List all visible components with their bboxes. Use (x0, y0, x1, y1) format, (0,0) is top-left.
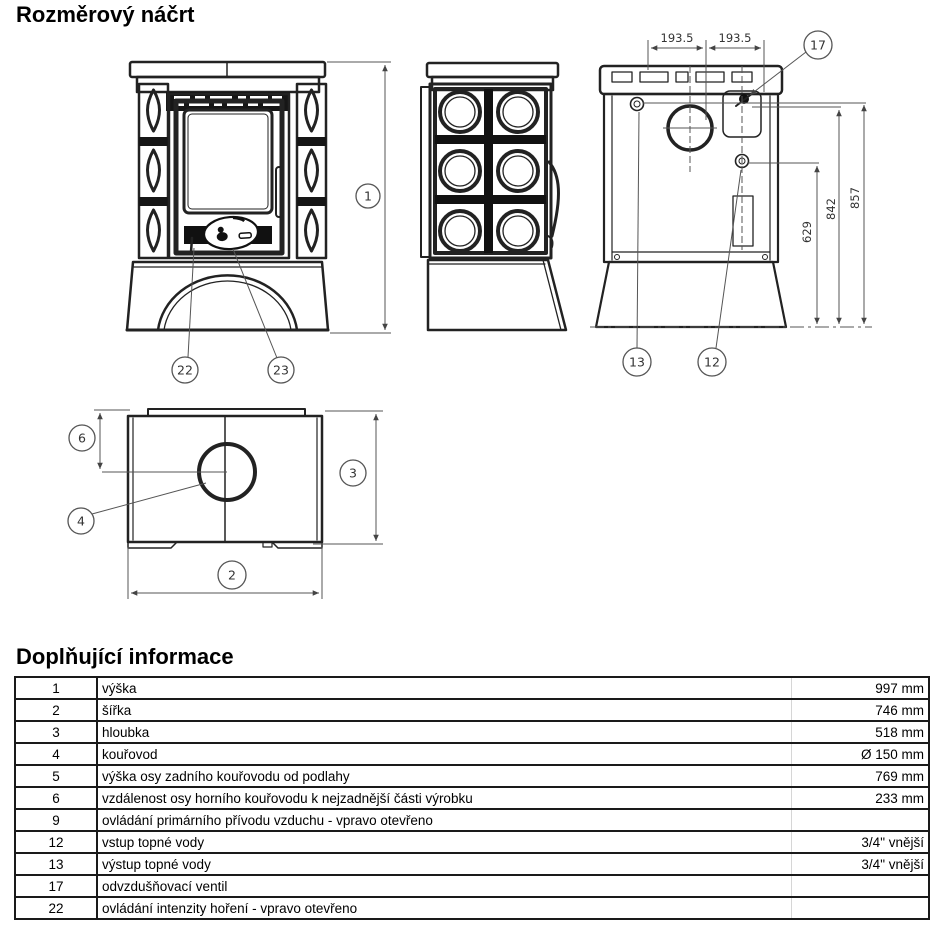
dim-label-842: 842 (824, 198, 838, 220)
row-label: odvzdušňovací ventil (97, 875, 792, 897)
row-value: 233 mm (792, 787, 930, 809)
table-row (15, 831, 929, 853)
callout-17 (750, 31, 832, 95)
dim-flue-offset (94, 410, 130, 469)
front-base (127, 262, 328, 330)
table-row (15, 809, 929, 831)
row-value: 769 mm (792, 765, 930, 787)
row-number: 2 (15, 699, 97, 721)
row-value: Ø 150 mm (792, 743, 930, 765)
row-label: kouřovod (97, 743, 792, 765)
table-row (15, 699, 929, 721)
rear-view (590, 31, 872, 376)
table-row (15, 787, 929, 809)
row-label: vzdálenost osy horního kouřovodu k nejzadnější části výrobku (97, 787, 792, 809)
table-row (15, 743, 929, 765)
row-value (792, 875, 930, 897)
row-label: hloubka (97, 721, 792, 743)
table-row (15, 677, 929, 699)
svg-text:2: 2 (228, 567, 236, 583)
row-value: 3/4" vnější (792, 853, 930, 875)
row-label: šířka (97, 699, 792, 721)
rear-plate-slots (612, 72, 752, 82)
row-value: 518 mm (792, 721, 930, 743)
stove-door (169, 94, 289, 258)
side-view (421, 63, 566, 330)
row-value (792, 897, 930, 919)
row-label: ovládání intenzity hoření - vpravo otevřeno (97, 897, 792, 919)
row-label: výška osy zadního kouřovodu od podlahy (97, 765, 792, 787)
air-control-lever (191, 238, 192, 252)
top-view (68, 409, 383, 599)
dim-label-857: 857 (848, 187, 862, 209)
dim-label-629: 629 (800, 221, 814, 243)
svg-text:22: 22 (177, 362, 193, 378)
row-value: 3/4" vnější (792, 831, 930, 853)
callout-1 (356, 184, 380, 208)
table-row (15, 897, 929, 919)
row-value (792, 809, 930, 831)
row-number: 22 (15, 897, 97, 919)
row-number: 3 (15, 721, 97, 743)
svg-text:1: 1 (364, 188, 372, 204)
svg-text:23: 23 (273, 362, 289, 378)
svg-text:3: 3 (349, 465, 357, 481)
tile-column-right (297, 84, 326, 258)
front-view (127, 62, 391, 383)
section-title: Doplňující informace (16, 644, 234, 669)
dim-top-spacing (648, 31, 764, 120)
table-row (15, 721, 929, 743)
row-number: 4 (15, 743, 97, 765)
callout-23 (233, 249, 294, 383)
callout-22 (172, 248, 198, 383)
callout-6 (69, 425, 95, 451)
svg-text:17: 17 (810, 37, 826, 53)
row-number: 12 (15, 831, 97, 853)
row-number: 9 (15, 809, 97, 831)
table-row (15, 853, 929, 875)
row-number: 17 (15, 875, 97, 897)
side-base (428, 260, 566, 330)
row-value: 997 mm (792, 677, 930, 699)
dim-label-193-left: 193.5 (660, 31, 694, 45)
callout-13 (623, 112, 651, 376)
dim-label-193-right: 193.5 (718, 31, 752, 45)
info-table (14, 676, 930, 920)
row-value: 746 mm (792, 699, 930, 721)
callout-12 (698, 170, 741, 376)
row-label: ovládání primárního přívodu vzduchu - vpravo otevřeno (97, 809, 792, 831)
row-number: 13 (15, 853, 97, 875)
door-handle (276, 167, 282, 217)
svg-text:13: 13 (629, 354, 645, 370)
row-number: 6 (15, 787, 97, 809)
row-label: výška (97, 677, 792, 699)
row-number: 1 (15, 677, 97, 699)
tile-column-left (139, 84, 168, 258)
callout-2 (218, 561, 246, 589)
callout-4 (68, 483, 206, 534)
svg-text:12: 12 (704, 354, 720, 370)
row-label: výstup topné vody (97, 853, 792, 875)
row-number: 5 (15, 765, 97, 787)
emblem (203, 215, 259, 251)
svg-text:4: 4 (77, 513, 85, 529)
svg-text:6: 6 (78, 430, 86, 446)
row-label: vstup topné vody (97, 831, 792, 853)
page-title: Rozměrový náčrt (16, 2, 195, 27)
table-row (15, 875, 929, 897)
water-outlet-connection (631, 98, 644, 111)
callout-3 (340, 460, 366, 486)
table-row (15, 765, 929, 787)
